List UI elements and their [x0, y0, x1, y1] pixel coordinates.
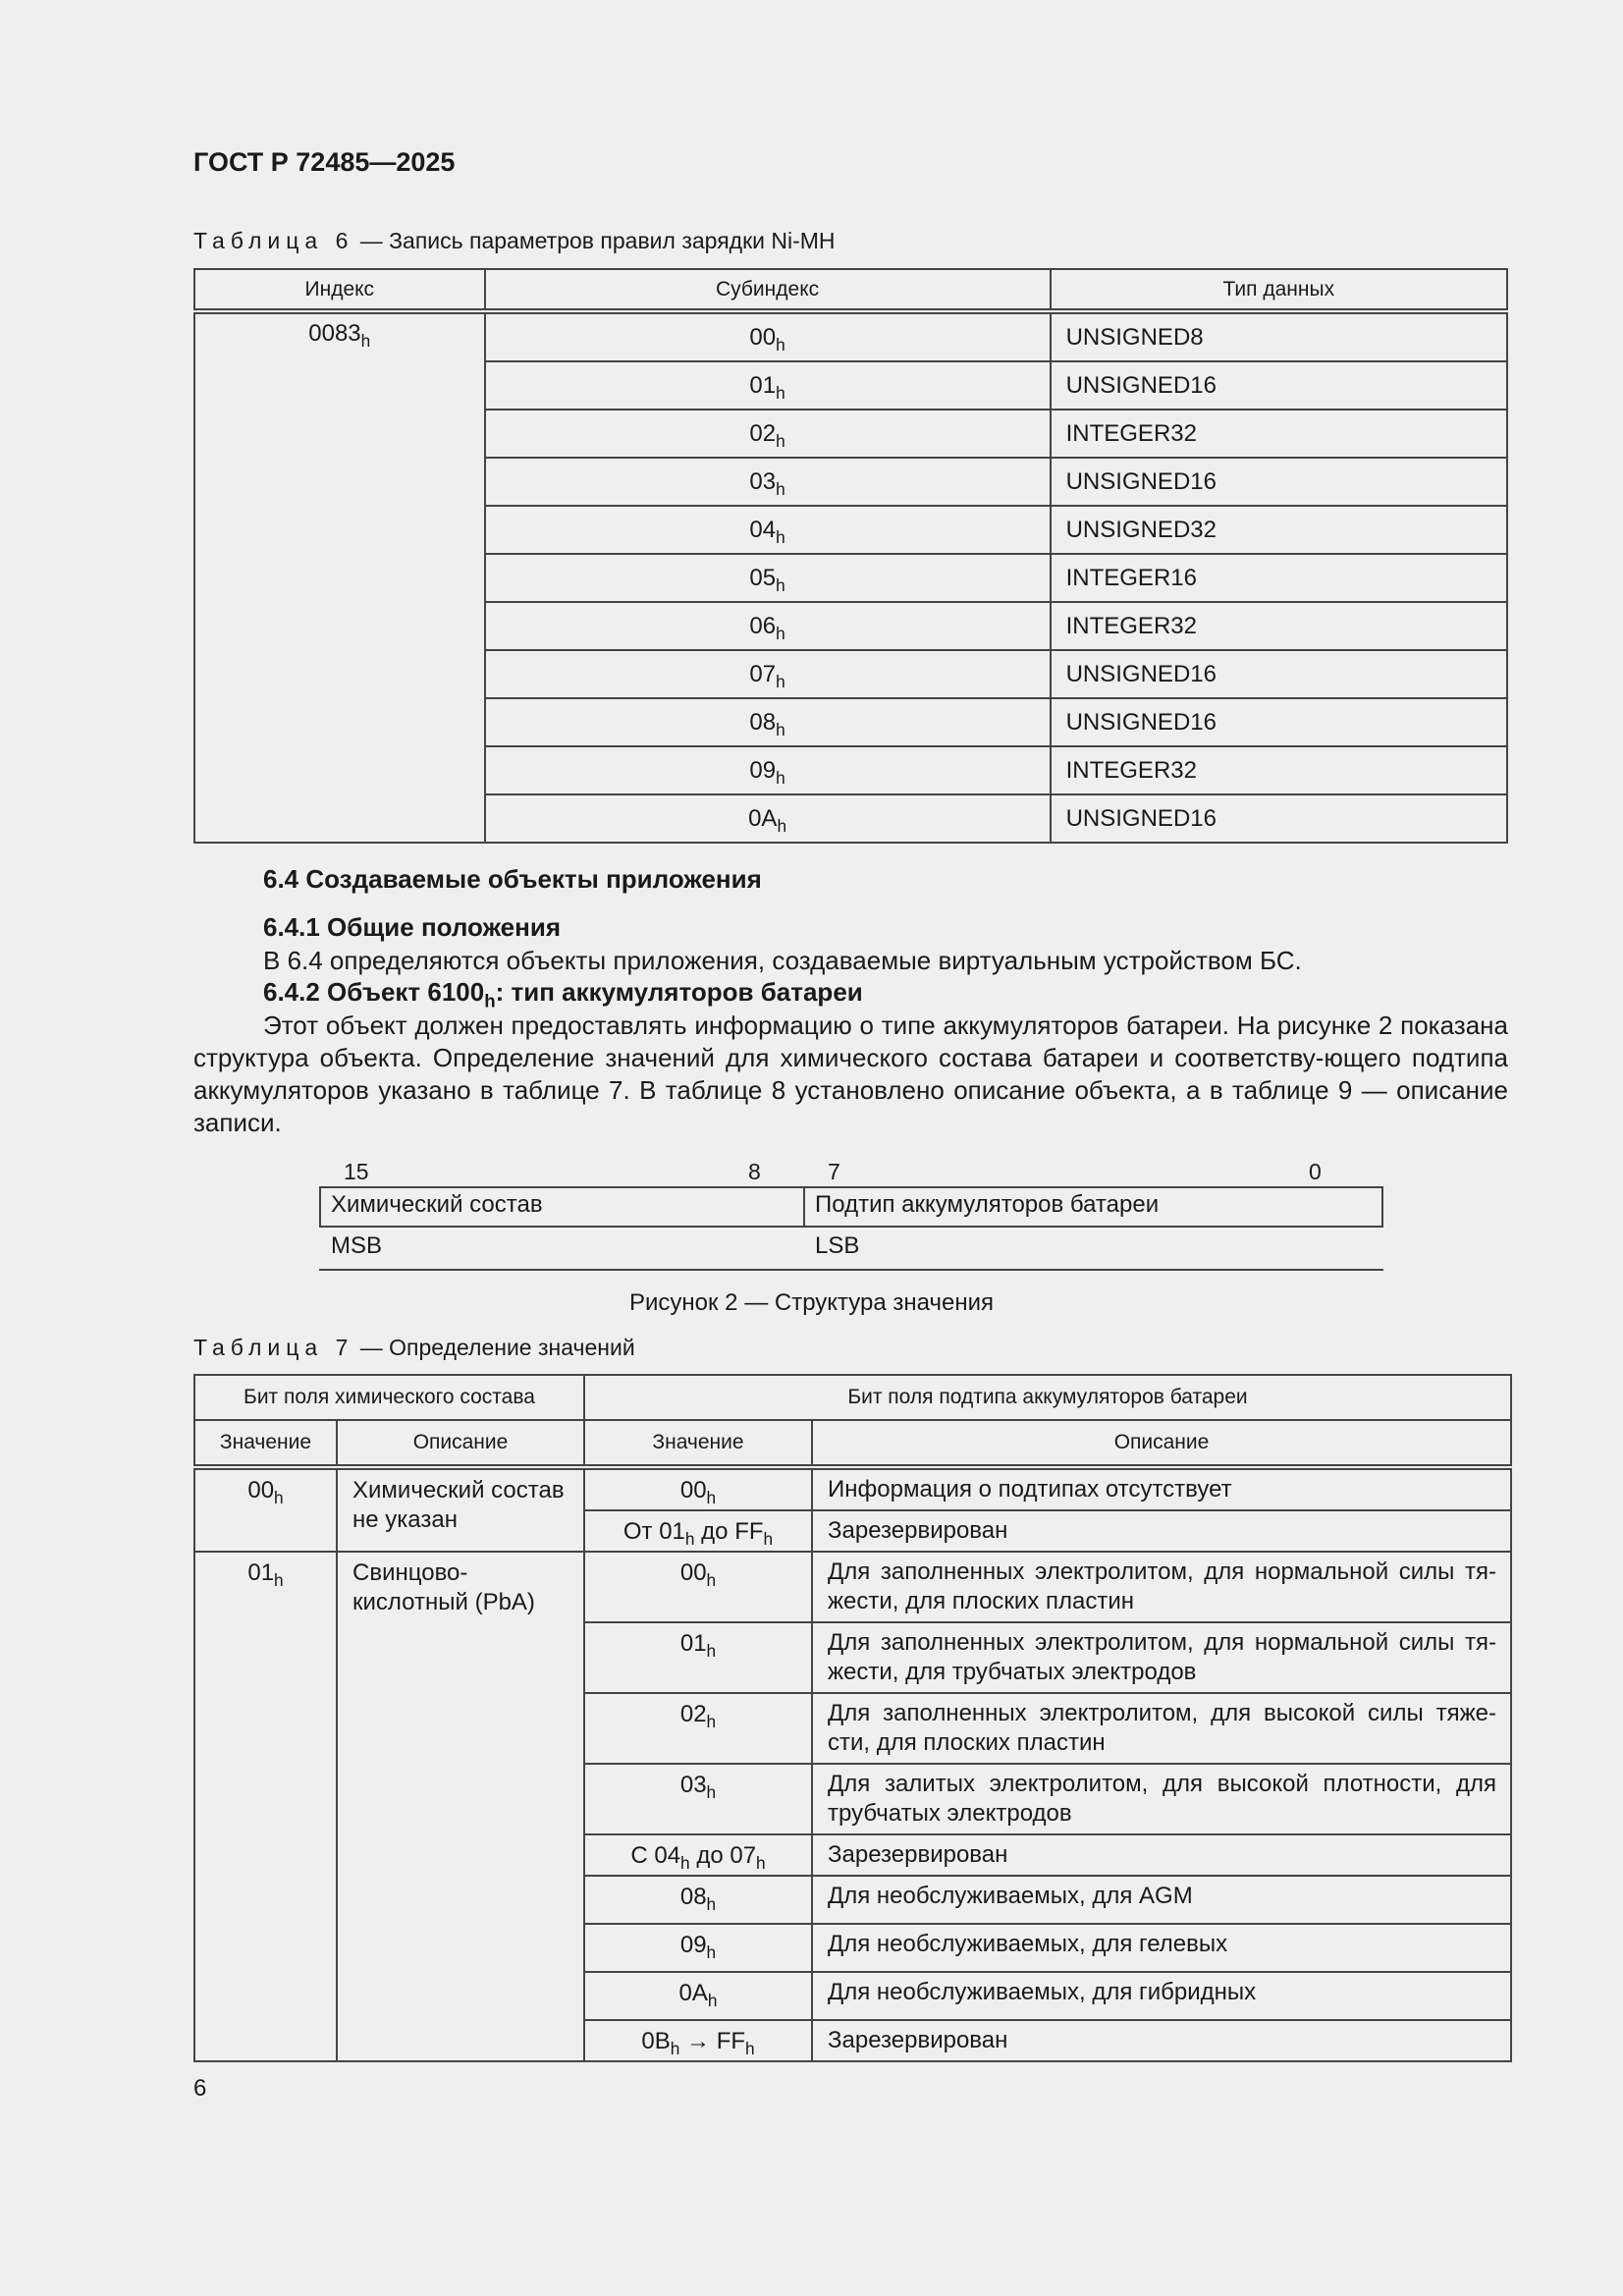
hex-suffix: h — [274, 1570, 284, 1591]
range-start: 0B — [641, 2028, 671, 2054]
bit-number-15: 15 — [344, 1159, 369, 1184]
page-number: 6 — [193, 2075, 207, 2102]
subindex-cell — [485, 506, 1051, 554]
value-text: 08 — [679, 1884, 707, 1910]
range-start: 04 — [654, 1842, 681, 1869]
hex-suffix: h — [360, 331, 371, 352]
datatype-cell: UNSIGNED16 — [1051, 458, 1507, 506]
range-prefix: С — [630, 1842, 655, 1869]
table6-caption-text: — Запись параметров правил зарядки Ni-MH — [353, 228, 836, 253]
subindex-cell — [485, 311, 1051, 361]
desc-cell: Зарезервирован — [812, 1510, 1511, 1552]
chem-value-cell — [194, 1467, 337, 1552]
label-msb: MSB — [331, 1232, 383, 1259]
value-cell — [584, 1693, 812, 1764]
value-cell — [584, 1510, 812, 1552]
hex-suffix: h — [776, 430, 785, 451]
paragraph-6-4-1: В 6.4 определяются объекты приложения, создаваемые виртуальным устройством БС. — [263, 946, 1302, 975]
subindex-cell — [485, 361, 1051, 410]
range-end: 07 — [730, 1842, 757, 1869]
datatype-cell: INTEGER32 — [1051, 602, 1507, 650]
table-6 — [193, 268, 1508, 844]
value-cell — [584, 1622, 812, 1693]
range-separator: → — [679, 2028, 717, 2054]
hex-suffix: h — [706, 1782, 717, 1803]
col-header-index: Индекс — [194, 269, 485, 311]
field-subtype: Подтип аккумуляторов батареи — [815, 1191, 1160, 1218]
col-header-value: Значение — [584, 1420, 812, 1467]
value-text: 03 — [679, 1772, 707, 1798]
desc-cell: Для заполненных электролитом, для нормальной силы тя-жести, для трубчатых электродов — [812, 1622, 1511, 1693]
table7-caption-label: Таблица 7 — [193, 1335, 354, 1360]
range-separator: до — [689, 1842, 730, 1869]
subindex-cell — [485, 602, 1051, 650]
document-id: ГОСТ Р 72485—2025 — [193, 147, 456, 177]
datatype-cell: INTEGER32 — [1051, 746, 1507, 794]
value-cell — [584, 2020, 812, 2061]
field-chemistry: Химический состав — [331, 1191, 543, 1218]
desc-cell: Для заполненных электролитом, для нормальной силы тя-жести, для плоских пластин — [812, 1552, 1511, 1622]
paragraph-6-4-2 — [193, 1010, 1508, 1139]
hex-suffix: h — [670, 2039, 680, 2059]
datatype-cell: UNSIGNED16 — [1051, 650, 1507, 698]
datatype-cell: UNSIGNED16 — [1051, 794, 1507, 843]
heading-6-4: 6.4 Создаваемые объекты приложения — [263, 864, 762, 894]
desc-cell: Информация о подтипах отсутствует — [812, 1467, 1511, 1510]
datatype-cell: UNSIGNED16 — [1051, 361, 1507, 410]
hex-suffix: h — [776, 382, 785, 403]
subindex-value: 06 — [749, 612, 777, 639]
subindex-value: 03 — [749, 467, 777, 495]
group-header-chemistry: Бит поля химического состава — [194, 1375, 584, 1420]
subindex-value: 05 — [749, 564, 777, 591]
hex-suffix: h — [706, 1712, 717, 1732]
hex-suffix: h — [776, 623, 785, 643]
subindex-value: 04 — [749, 516, 777, 543]
desc-cell: Зарезервирован — [812, 2020, 1511, 2061]
subindex-value: 08 — [749, 708, 777, 736]
col-header-subindex: Субиндекс — [485, 269, 1051, 311]
hex-suffix: h — [763, 1529, 774, 1550]
table-7 — [193, 1374, 1512, 2062]
subindex-cell — [485, 410, 1051, 458]
value-text: 09 — [679, 1932, 707, 1958]
hex-suffix: h — [684, 1529, 695, 1550]
paragraph-6-4-2-text: Этот объект должен предоставлять информацию о типе аккумуляторов батареи. На рисунке 2 показана структура объекта. Определение значений для химического состава батареи и соответству-ющего подтипа аккумуляторов указано в таблице 7. В таблице 8 установлено описание объекта, а в таблице 9 — описание записи. — [193, 1011, 1508, 1137]
range-end: FF — [716, 2028, 746, 2054]
heading-6-4-2-text: 6.4.2 Объект 6100 — [263, 977, 485, 1007]
hex-suffix: h — [706, 1641, 717, 1662]
hex-suffix: h — [776, 574, 785, 595]
value-cell — [584, 1876, 812, 1924]
subindex-value: 00 — [749, 323, 777, 351]
datatype-cell: UNSIGNED32 — [1051, 506, 1507, 554]
value-text: 01 — [679, 1630, 707, 1657]
range-prefix: От — [622, 1518, 660, 1545]
label-lsb: LSB — [815, 1232, 860, 1259]
value-cell — [584, 1764, 812, 1834]
hex-suffix: h — [776, 671, 785, 691]
subindex-value: 07 — [749, 660, 777, 687]
chem-desc-cell: Химический состав не указан — [337, 1467, 584, 1552]
subindex-cell — [485, 746, 1051, 794]
desc-cell: Для необслуживаемых, для гибридных — [812, 1972, 1511, 2020]
col-header-desc: Описание — [812, 1420, 1511, 1467]
hex-suffix: h — [756, 1853, 766, 1874]
chem-value-cell — [194, 1552, 337, 2061]
subindex-cell — [485, 650, 1051, 698]
desc-cell: Для заполненных электролитом, для высокой силы тяже-сти, для плоских пластин — [812, 1693, 1511, 1764]
col-header-desc: Описание — [337, 1420, 584, 1467]
subindex-cell — [485, 554, 1051, 602]
chem-desc-cell: Свинцово-кислотный (PbA) — [337, 1552, 584, 2061]
index-cell — [194, 311, 485, 843]
table6-caption — [193, 228, 836, 254]
table-row — [194, 1467, 1511, 1510]
subindex-value: 09 — [749, 756, 777, 784]
hex-suffix: h — [274, 1488, 284, 1508]
hex-suffix: h — [706, 1894, 717, 1915]
hex-suffix: h — [745, 2039, 755, 2059]
hex-suffix: h — [776, 526, 785, 547]
index-value: 0083 — [308, 320, 361, 347]
subindex-cell — [485, 458, 1051, 506]
heading-6-4-2-sub: h — [484, 990, 496, 1011]
table-row — [194, 311, 1507, 361]
hex-suffix: h — [777, 815, 787, 836]
table-row — [194, 1552, 1511, 1622]
col-header-value: Значение — [194, 1420, 337, 1467]
hex-suffix: h — [776, 719, 785, 739]
subindex-cell — [485, 794, 1051, 843]
value-cell — [584, 1924, 812, 1972]
subindex-value: 01 — [749, 371, 777, 399]
datatype-cell: UNSIGNED16 — [1051, 698, 1507, 746]
desc-cell: Для необслуживаемых, для гелевых — [812, 1924, 1511, 1972]
bit-number-7: 7 — [828, 1159, 840, 1184]
value-cell — [584, 1552, 812, 1622]
value-text: 0A — [678, 1980, 708, 2006]
datatype-cell: UNSIGNED8 — [1051, 311, 1507, 361]
range-start: 01 — [659, 1518, 685, 1545]
hex-suffix: h — [680, 1853, 690, 1874]
heading-6-4-2 — [263, 977, 863, 1011]
hex-suffix: h — [706, 1488, 717, 1508]
table7-caption-text: — Определение значений — [353, 1335, 635, 1360]
hex-suffix: h — [707, 1991, 718, 2011]
range-separator: до — [694, 1518, 735, 1545]
bit-number-8: 8 — [748, 1159, 761, 1184]
desc-cell: Зарезервирован — [812, 1834, 1511, 1876]
heading-6-4-1: 6.4.1 Общие положения — [263, 912, 561, 942]
datatype-cell: INTEGER32 — [1051, 410, 1507, 458]
hex-suffix: h — [776, 767, 785, 788]
value-text: 02 — [679, 1701, 707, 1727]
subindex-value: 02 — [749, 419, 777, 447]
hex-suffix: h — [706, 1570, 717, 1591]
range-end: FF — [734, 1518, 764, 1545]
value-cell — [584, 1972, 812, 2020]
col-header-datatype: Тип данных — [1051, 269, 1507, 311]
hex-suffix: h — [776, 478, 785, 499]
bit-number-0: 0 — [1309, 1159, 1322, 1184]
heading-6-4-2-rest: : тип аккумуляторов батареи — [495, 977, 863, 1007]
value-text: 00 — [679, 1559, 707, 1586]
chem-code: 01 — [247, 1559, 275, 1586]
desc-cell: Для залитых электролитом, для высокой плотности, для трубчатых электродов — [812, 1764, 1511, 1834]
hex-suffix: h — [776, 334, 785, 355]
figure-2-caption: Рисунок 2 — Структура значения — [629, 1289, 994, 1316]
table6-caption-label: Таблица 6 — [193, 228, 354, 253]
value-text: 00 — [679, 1477, 707, 1503]
datatype-cell: INTEGER16 — [1051, 554, 1507, 602]
table7-caption — [193, 1335, 635, 1361]
subindex-value: 0A — [748, 804, 778, 832]
group-header-subtype: Бит поля подтипа аккумуляторов батареи — [584, 1375, 1511, 1420]
desc-cell: Для необслуживаемых, для AGM — [812, 1876, 1511, 1924]
subindex-cell — [485, 698, 1051, 746]
value-cell — [584, 1467, 812, 1510]
hex-suffix: h — [706, 1942, 717, 1963]
value-cell — [584, 1834, 812, 1876]
chem-code: 00 — [247, 1477, 275, 1503]
